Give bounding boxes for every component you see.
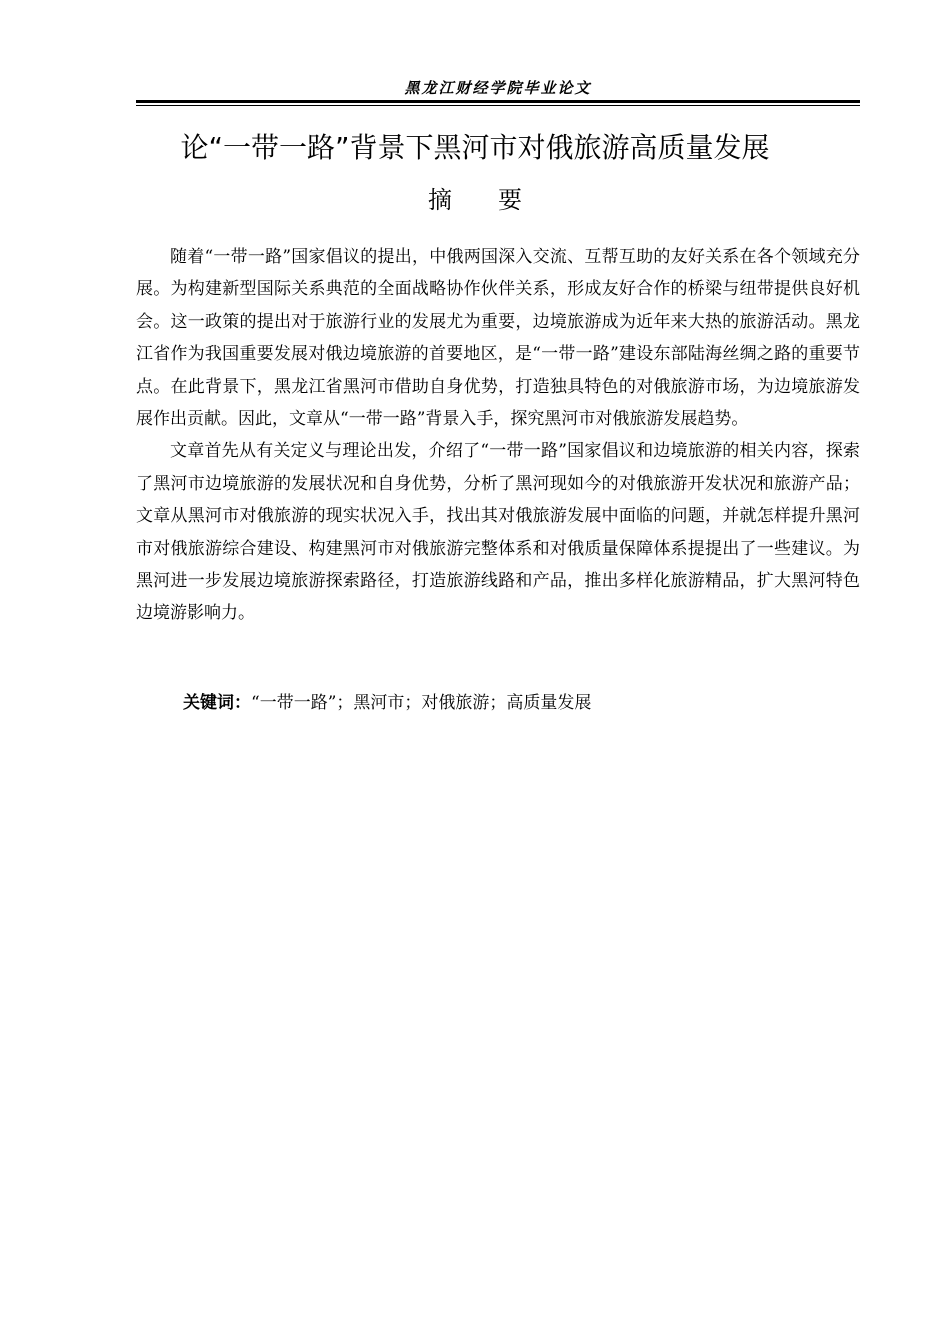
keywords-value: “一带一路”；黑河市；对俄旅游；高质量发展 [251, 693, 592, 713]
abstract-paragraph-1: 随着“一带一路”国家倡议的提出，中俄两国深入交流、互帮互助的友好关系在各个领域充分展。为构建新型国际关系典范的全面战略协作伙伴关系，形成友好合作的桥梁与纽带提供良好机会。这一政策的提出对于旅游行业的发展尤为重要，边境旅游成为近年来大热的旅游活动。黑龙江省作为我国重要发展对俄边境旅游的首要地区，是“一带一路”建设东部陆海丝绸之路的重要节点。在此背景下，黑龙江省黑河市借助自身优势，打造独具特色的对俄旅游市场，为边境旅游发展作出贡献。因此，文章从“一带一路”背景入手，探究黑河市对俄旅游发展趋势。 [136, 247, 860, 430]
paper-title: 论“一带一路”背景下黑河市对俄旅游高质量发展 [180, 131, 770, 164]
header-rule-thin [136, 105, 860, 106]
keywords-label: 关键词： [183, 693, 251, 713]
abstract-heading: 摘要 [428, 186, 568, 214]
header-rule-thick [136, 100, 860, 103]
running-header: 黑龙江财经学院毕业论文 [404, 79, 592, 97]
abstract-paragraph-2: 文章首先从有关定义与理论出发，介绍了“一带一路”国家倡议和边境旅游的相关内容，探索了黑河市边境旅游的发展状况和自身优势，分析了黑河现如今的对俄旅游开发状况和旅游产品；文章从黑河市对俄旅游的现实状况入手，找出其对俄旅游发展中面临的问题，并就怎样提升黑河市对俄旅游综合建设、构建黑河市对俄旅游完整体系和对俄质量保障体系提提出了一些建议。为黑河进一步发展边境旅游探索路径，打造旅游线路和产品，推出多样化旅游精品，扩大黑河特色边境游影响力。 [136, 441, 860, 624]
keywords-line [183, 688, 591, 718]
page-header [136, 78, 860, 108]
abstract-body [136, 241, 860, 630]
